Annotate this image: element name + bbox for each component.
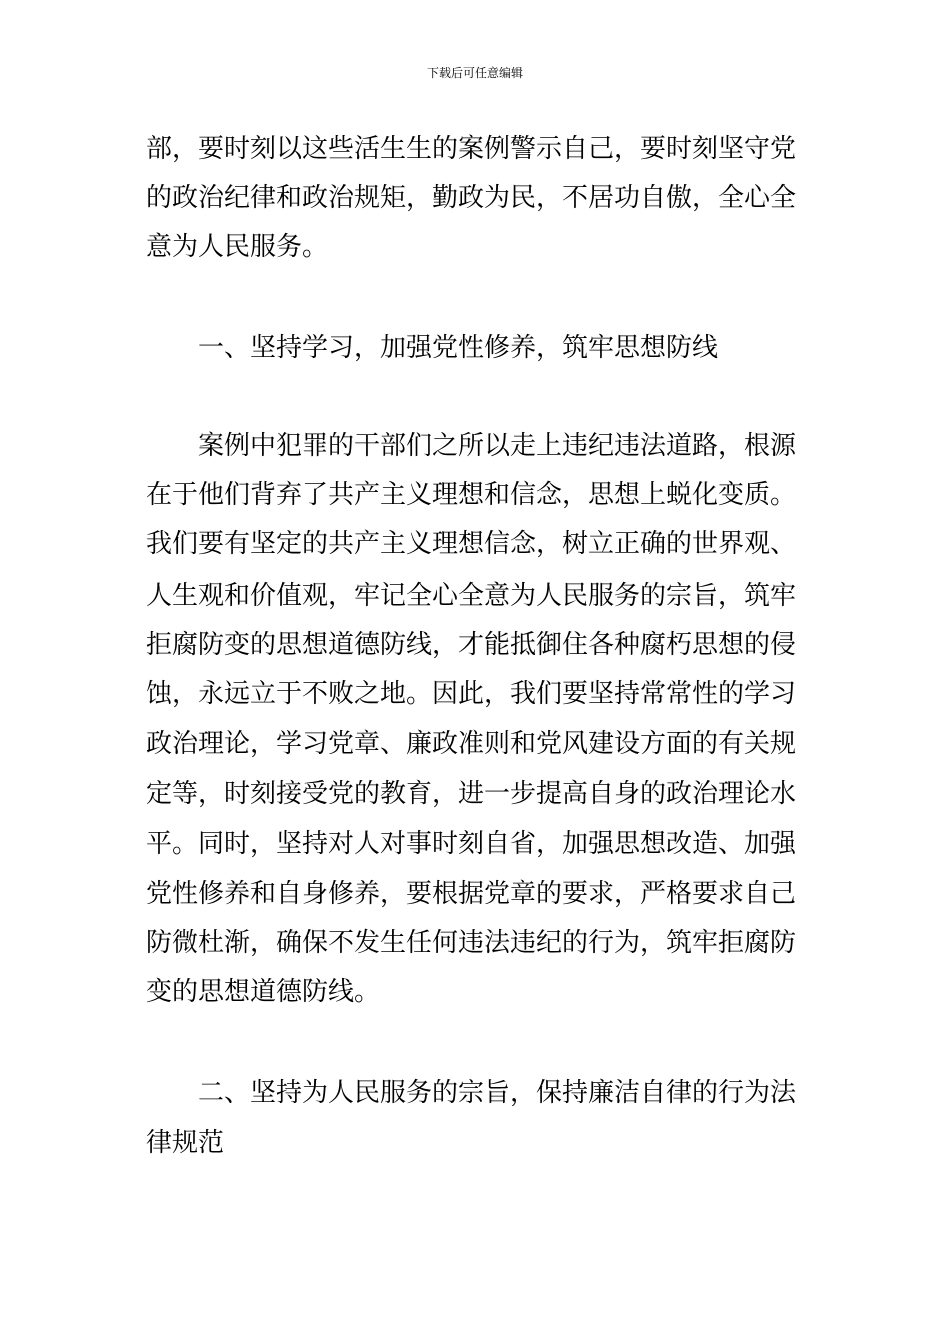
paragraph-line: 人生观和价值观，牢记全心全意为人民服务的宗旨，筑牢 — [146, 581, 797, 611]
paragraph-line: 政治理论，学习党章、廉政准则和党风建设方面的有关规 — [146, 729, 797, 759]
page-header: 下载后可任意编辑 — [426, 66, 523, 80]
paragraph-line: 部，要时刻以这些活生生的案例警示自己，要时刻坚守党 — [146, 134, 797, 164]
paragraph-line: 意为人民服务。 — [146, 232, 329, 262]
paragraph-line: 案例中犯罪的干部们之所以走上违纪违法道路，根源 — [198, 431, 797, 461]
paragraph-line: 平。同时，坚持对人对事时刻自省，加强思想改造、加强 — [146, 829, 797, 859]
paragraph-line: 定等，时刻接受党的教育，进一步提高自身的政治理论水 — [146, 779, 797, 809]
paragraph-line: 蚀，永远立于不败之地。因此，我们要坚持常常性的学习 — [146, 679, 797, 709]
paragraph-line: 在于他们背弃了共产主义理想和信念，思想上蜕化变质。 — [146, 480, 797, 510]
paragraph-line: 变的思想道德防线。 — [146, 977, 381, 1007]
paragraph-line: 防微杜渐，确保不发生任何违法违纪的行为，筑牢拒腐防 — [146, 928, 797, 958]
paragraph-line: 拒腐防变的思想道德防线，才能抵御住各种腐朽思想的侵 — [146, 630, 797, 660]
section-heading-2: 二、坚持为人民服务的宗旨，保持廉洁自律的行为法 — [198, 1078, 797, 1108]
section-heading-1: 一、坚持学习，加强党性修养，筑牢思想防线 — [198, 333, 719, 363]
paragraph-line: 党性修养和自身修养，要根据党章的要求，严格要求自己 — [146, 879, 797, 909]
paragraph-line: 的政治纪律和政治规矩，勤政为民，不居功自傲，全心全 — [146, 183, 797, 213]
section-heading-2-continued: 律规范 — [146, 1128, 225, 1158]
paragraph-line: 我们要有坚定的共产主义理想信念，树立正确的世界观、 — [146, 529, 797, 559]
